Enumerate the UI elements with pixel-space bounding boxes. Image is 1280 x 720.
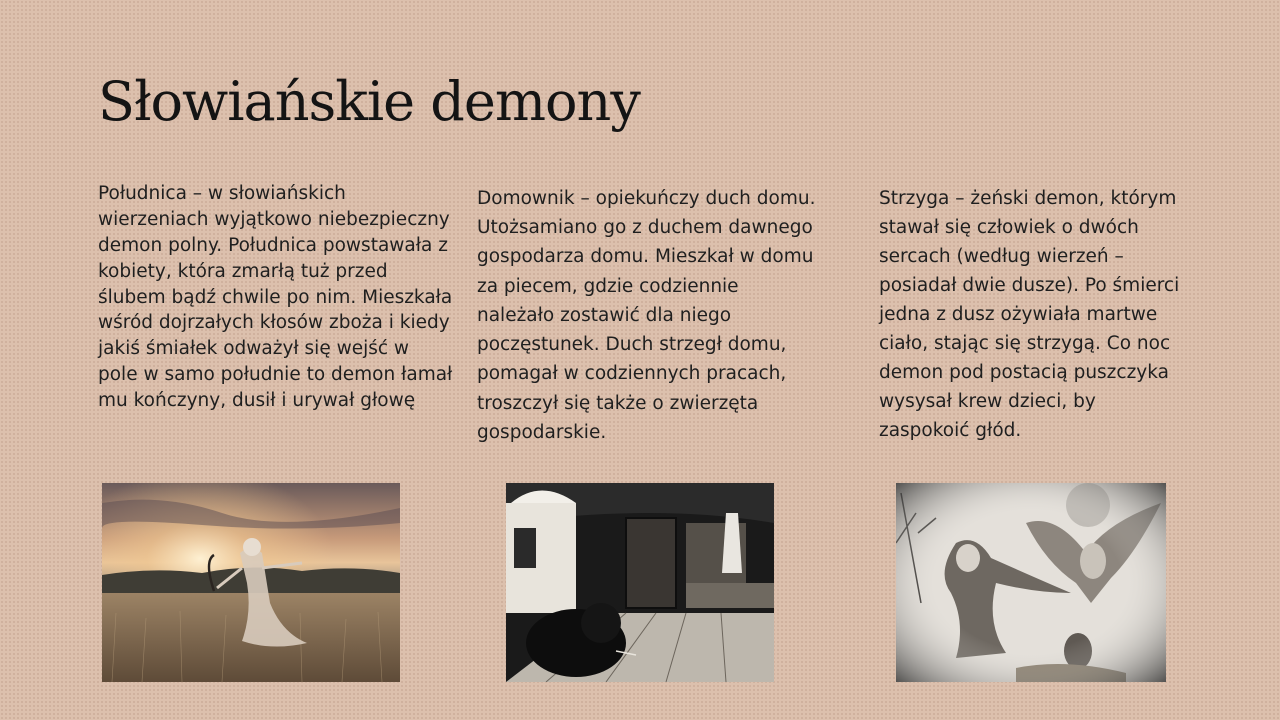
strzyga-description: Strzyga – żeński demon, którym stawał się człowiek o dwóch sercach (według wierzeń – posiadał dwie dusze). Po śmierci jedna z dusz ożywiała martwe ciało, stając się strzygą. Co noc demon pod postacią puszczyka wysysał krew dzieci, by zaspokoić głód.	[879, 188, 1180, 442]
poludnica-description: Południca – w słowiańskich wierzeniach wyjątkowo niebezpieczny demon polny. Południca powstawała z kobiety, która zmarłą tuż przed ślubem bądź chwile po nim. Mieszkała wśród dojrzałych kłosów zboża i kiedy jakiś śmiałek odważył się wejść w pole w samo południe to demon łamał mu kończyny, dusił i urywał głowę	[98, 183, 453, 412]
strzyga-owl-icon	[896, 483, 1166, 682]
poludnica-image	[102, 483, 400, 682]
strzyga-image	[896, 483, 1166, 682]
poludnica-field-icon	[102, 483, 400, 682]
domownik-image	[506, 483, 774, 682]
slide-title: Słowiańskie demony	[98, 70, 640, 133]
domownik-interior-icon	[506, 483, 774, 682]
domownik-description: Domownik – opiekuńczy duch domu. Utożsamiano go z duchem dawnego gospodarza domu. Mieszkał w domu za piecem, gdzie codziennie należało zostawić dla niego poczęstunek. Duch strzegł domu, pomagał w codziennych pracach, troszczył się także o zwierzęta gospodarskie.	[477, 188, 816, 443]
